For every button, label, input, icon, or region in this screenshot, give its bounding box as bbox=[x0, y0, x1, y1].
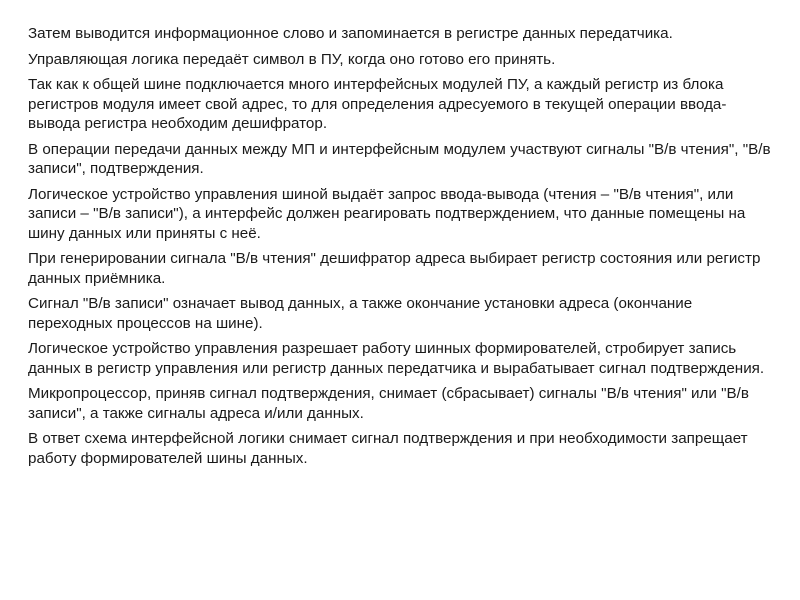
paragraph-10: В ответ схема интерфейсной логики снимает сигнал подтверждения и при необходимости запрещает работу формирователей шины данных. bbox=[28, 430, 748, 467]
paragraph-2: Управляющая логика передаёт символ в ПУ, когда оно готово его принять. bbox=[28, 50, 556, 68]
paragraph-3: Так как к общей шине подключается много интерфейсных модулей ПУ, а каждый регистр из блока регистров модуля имеет свой адрес, то для определения адресуемого в текущей операции ввода-вывода регистра необходим дешифратор. bbox=[28, 76, 727, 132]
paragraph-7: Сигнал "В/в записи" означает вывод данных, а также окончание установки адреса (окончание переходных процессов на шине). bbox=[28, 295, 693, 332]
paragraph-8: Логическое устройство управления разрешает работу шинных формирователей, стробирует запись данных в регистр управления или регистр данных передатчика и вырабатывает сигнал подтверждения. bbox=[28, 340, 765, 377]
paragraph-1: Затем выводится информационное слово и запоминается в регистре данных передатчика. bbox=[28, 25, 673, 42]
paragraph-9: Микропроцессор, приняв сигнал подтверждения, снимает (сбрасывает) сигналы "В/в чтения" или "В/в записи", а также сигналы адреса и/или данных. bbox=[28, 385, 749, 422]
paragraph-6: При генерировании сигнала "В/в чтения" дешифратор адреса выбирает регистр состояния или регистр данных приёмника. bbox=[28, 250, 761, 287]
paragraph-5: Логическое устройство управления шиной выдаёт запрос ввода-вывода (чтения – "В/в чтения", или записи – "В/в записи"), а интерфейс должен реагировать подтверждением, что данные помещены на шину данных или приняты с неё. bbox=[28, 185, 746, 242]
paragraph-4: В операции передачи данных между МП и интерфейсным модулем участвуют сигналы "В/в чтения", "В/в записи", подтверждения. bbox=[28, 140, 771, 177]
